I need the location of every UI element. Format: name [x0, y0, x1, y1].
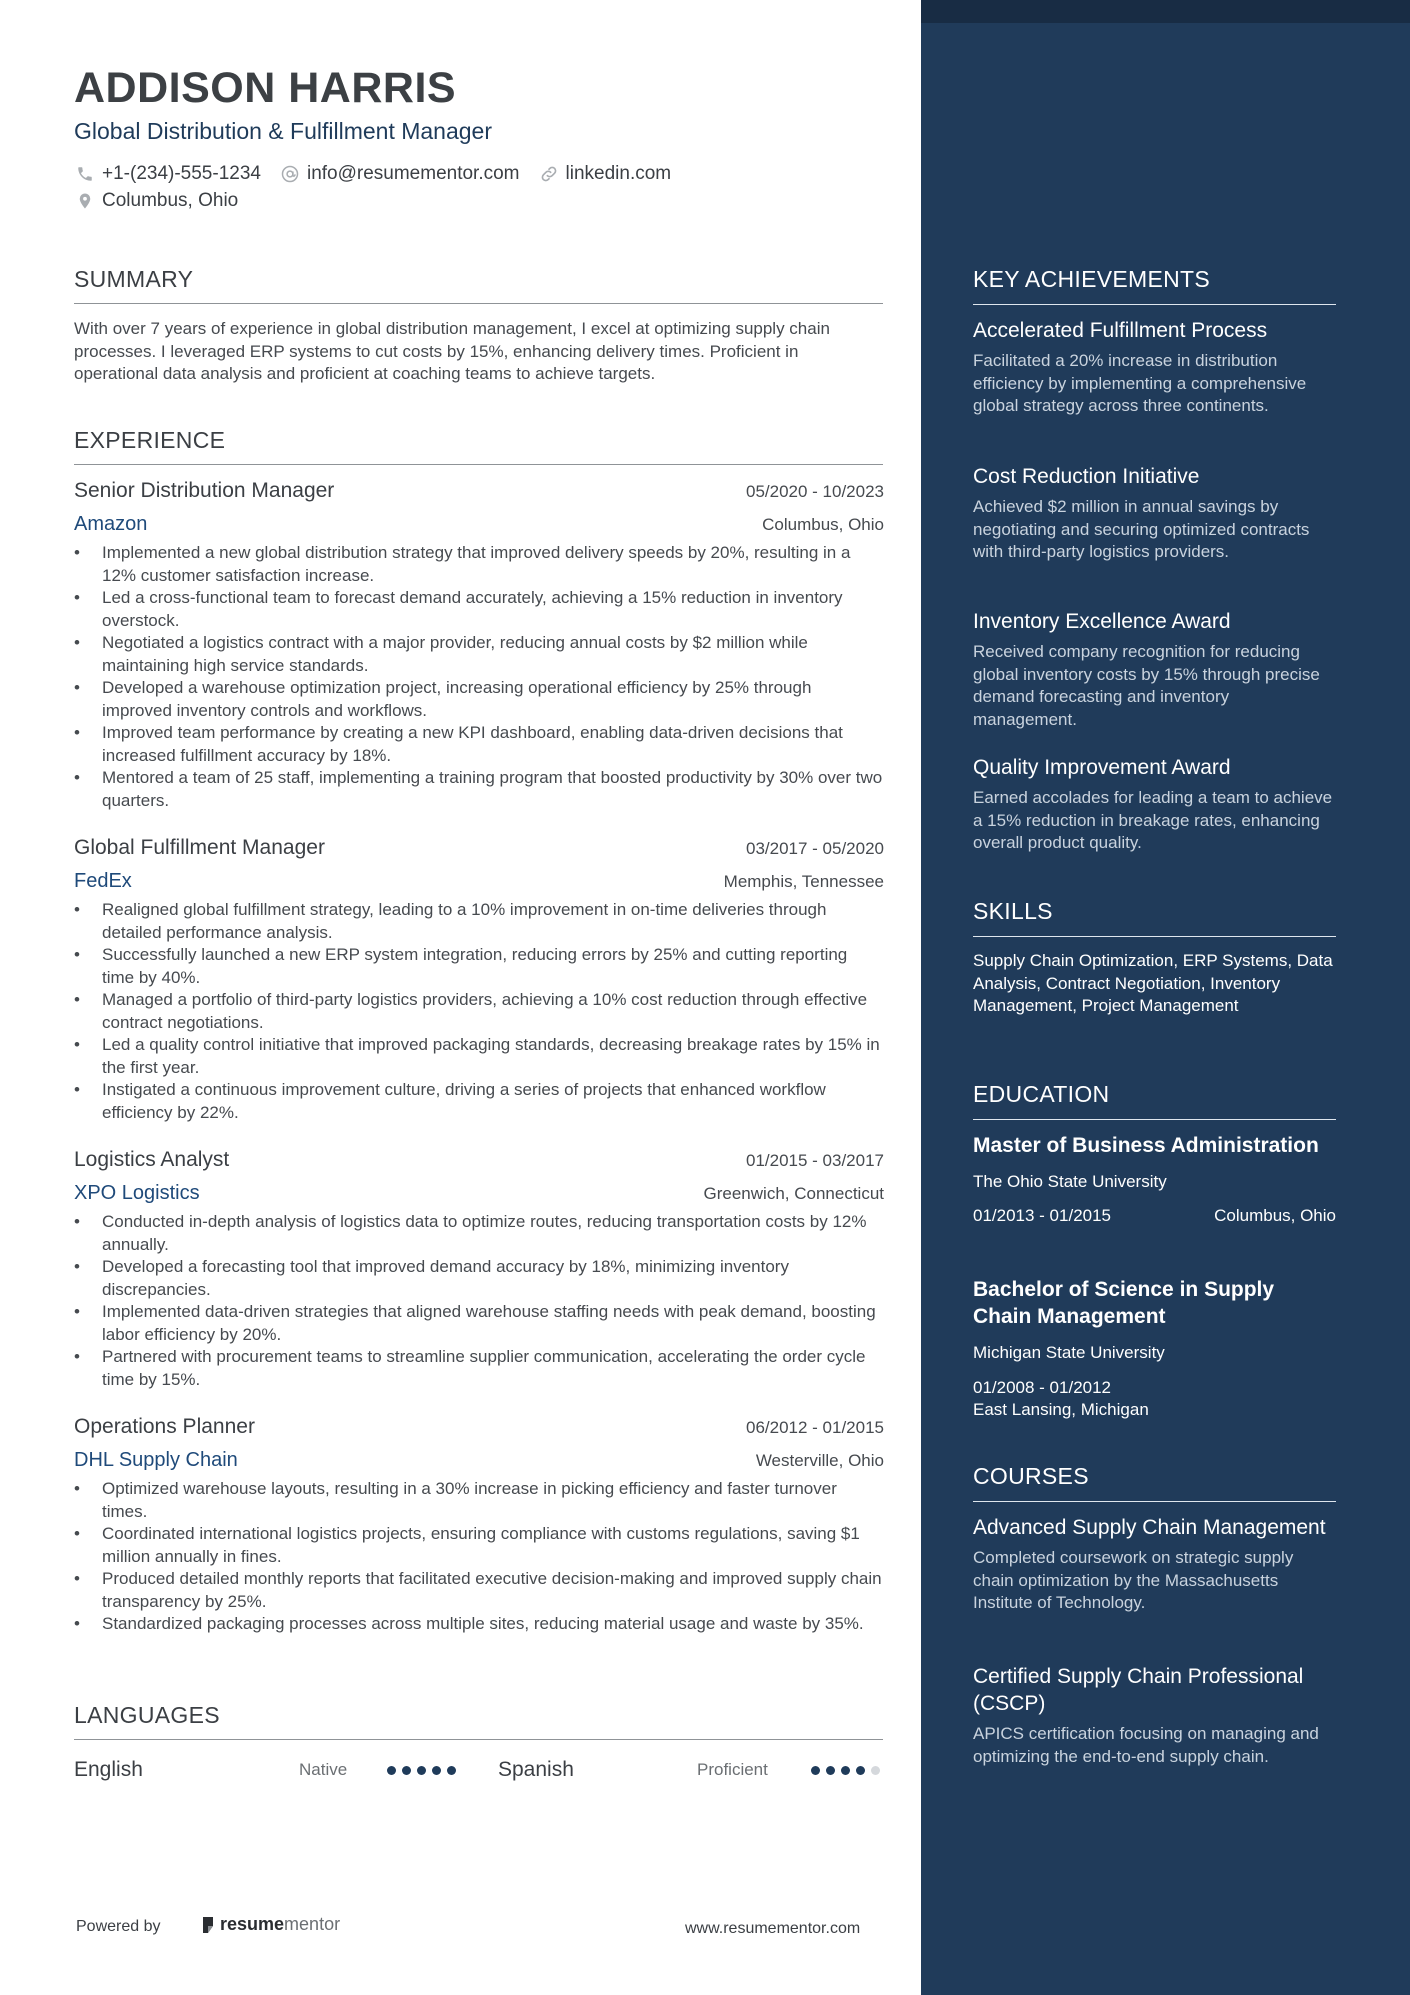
- job-entry: [74, 1148, 884, 1391]
- job-bullet: • Led a cross-functional team to forecast demand accurately, achieving a 15% reduction in inventory overstock.: [74, 587, 884, 632]
- job-bullet: • Conducted in-depth analysis of logistics data to optimize routes, reducing transportation costs by 12% annually.: [74, 1211, 884, 1256]
- job-bullets: [74, 899, 884, 1124]
- summary-heading: SUMMARY: [74, 266, 883, 304]
- job-bullet: • Implemented data-driven strategies that aligned warehouse staffing needs with peak demand, boosting labor efficiency by 20%.: [74, 1301, 884, 1346]
- job-location: Columbus, Ohio: [762, 515, 884, 534]
- job-bullet: • Managed a portfolio of third-party logistics providers, achieving a 10% cost reduction through effective contract negotiations.: [74, 989, 884, 1034]
- languages-list: [74, 1755, 884, 1785]
- job-bullet: • Implemented a new global distribution strategy that improved delivery speeds by 20%, resulting in a 12% customer satisfaction increase.: [74, 542, 884, 587]
- contact-info: [74, 160, 894, 214]
- job-bullet: • Led a quality control initiative that improved packaging standards, decreasing breakage rates by 15% in the first year.: [74, 1034, 884, 1079]
- language-name: Spanish: [498, 1758, 574, 1781]
- rating-dots: [387, 1766, 456, 1775]
- course-title: Advanced Supply Chain Management: [973, 1516, 1326, 1539]
- candidate-name: ADDISON HARRIS: [74, 64, 457, 112]
- achievement-desc: Facilitated a 20% increase in distribution efficiency by implementing a comprehensive global strategy across three continents.: [973, 351, 1307, 415]
- achievement-item: [973, 463, 1336, 564]
- contact-location: [74, 190, 238, 212]
- location-text: Columbus, Ohio: [102, 189, 239, 211]
- course-desc: Completed coursework on strategic supply chain optimization by the Massachusetts Institute of Technology.: [973, 1548, 1294, 1612]
- phone-text: +1-(234)-555-1234: [102, 162, 261, 184]
- job-dates: 01/2015 - 03/2017: [745, 1151, 884, 1170]
- job-role: Global Fulfillment Manager: [74, 836, 325, 859]
- rating-dot: [856, 1766, 865, 1775]
- linkedin-text: linkedin.com: [565, 162, 672, 184]
- job-role: Logistics Analyst: [74, 1148, 230, 1171]
- rating-dot: [811, 1766, 820, 1775]
- job-bullets: [74, 1211, 884, 1391]
- achievement-title: Accelerated Fulfillment Process: [973, 319, 1268, 342]
- job-bullet: • Developed a forecasting tool that improved demand accuracy by 18%, minimizing inventory discrepancies.: [74, 1256, 884, 1301]
- achievements-heading: KEY ACHIEVEMENTS: [973, 266, 1336, 305]
- language-rating: [387, 1755, 456, 1785]
- job-entry: [74, 479, 884, 812]
- job-company: DHL Supply Chain: [74, 1449, 238, 1471]
- job-bullet: • Mentored a team of 25 staff, implementing a training program that boosted productivity by 30% over two quarters.: [74, 767, 884, 812]
- language-level: Proficient: [697, 1760, 768, 1779]
- education-item: [973, 1132, 1336, 1226]
- job-bullet: • Successfully launched a new ERP system integration, reducing errors by 25% and cutting reporting time by 40%.: [74, 944, 884, 989]
- job-bullet: • Negotiated a logistics contract with a major provider, reducing annual costs by $2 million while maintaining high service standards.: [74, 632, 884, 677]
- rating-dot: [417, 1766, 426, 1775]
- email-text: info@resumementor.com: [306, 162, 520, 184]
- education-location: Columbus, Ohio: [1214, 1205, 1336, 1225]
- job-bullet: • Developed a warehouse optimization project, increasing operational efficiency by 25% through improved inventory controls and workflows.: [74, 677, 884, 722]
- rating-dot: [826, 1766, 835, 1775]
- contact-phone[interactable]: [74, 163, 261, 185]
- job-bullet: • Coordinated international logistics projects, ensuring compliance with customs regulations, saving $1 million annually in fines.: [74, 1523, 884, 1568]
- rating-dot: [871, 1766, 880, 1775]
- language-level: Native: [299, 1760, 348, 1779]
- language-rating: [811, 1755, 880, 1785]
- job-bullet: • Partnered with procurement teams to streamline supplier communication, accelerating the order cycle time by 15%.: [74, 1346, 884, 1391]
- contact-linkedin[interactable]: [538, 163, 672, 185]
- skills-text: Supply Chain Optimization, ERP Systems, Data Analysis, Contract Negotiation, Inventory Management, Project Management: [973, 951, 1333, 1015]
- education-location: East Lansing, Michigan: [973, 1400, 1149, 1419]
- achievement-desc: Earned accolades for leading a team to achieve a 15% reduction in breakage rates, enhancing overall product quality.: [973, 788, 1333, 852]
- job-bullet: • Standardized packaging processes across multiple sites, reducing material usage and waste by 35%.: [74, 1613, 884, 1636]
- job-company: Amazon: [74, 513, 148, 535]
- language-name: English: [74, 1758, 143, 1781]
- job-company: FedEx: [74, 870, 132, 892]
- education-school: Michigan State University: [973, 1343, 1165, 1362]
- job-company: XPO Logistics: [74, 1182, 200, 1204]
- brand-logo[interactable]: [200, 1914, 340, 1935]
- education-dates: 01/2013 - 01/2015: [973, 1205, 1112, 1225]
- rating-dot: [432, 1766, 441, 1775]
- brand-name-b: mentor: [284, 1914, 341, 1934]
- link-icon: [538, 163, 560, 185]
- sidebar-topbar: [921, 0, 1410, 23]
- job-dates: 05/2020 - 10/2023: [745, 482, 884, 501]
- rating-dot: [387, 1766, 396, 1775]
- job-location: Westerville, Ohio: [755, 1451, 884, 1470]
- summary-text: With over 7 years of experience in global distribution management, I excel at optimizing supply chain processes. I leveraged ERP systems to cut costs by 15%, enhancing delivery times. Proficient in operational data analysis and proficient at coaching teams to achieve targets.: [74, 319, 830, 383]
- achievement-desc: Achieved $2 million in annual savings by negotiating and securing optimized contracts with third-party logistics providers.: [973, 497, 1310, 561]
- job-role: Senior Distribution Manager: [74, 479, 335, 502]
- achievement-item: [973, 608, 1336, 731]
- experience-heading: EXPERIENCE: [74, 427, 883, 465]
- rating-dot: [447, 1766, 456, 1775]
- powered-by: Powered by: [76, 1918, 161, 1935]
- language-item: [74, 1755, 143, 1785]
- language-item: [498, 1755, 574, 1785]
- achievement-title: Quality Improvement Award: [973, 756, 1231, 779]
- education-degree: Master of Business Administration: [973, 1134, 1319, 1157]
- education-school: The Ohio State University: [973, 1172, 1167, 1191]
- language-level-wrap: [697, 1755, 768, 1785]
- job-dates: 06/2012 - 01/2015: [745, 1418, 884, 1437]
- achievement-item: [973, 317, 1336, 418]
- job-bullets: [74, 1478, 884, 1636]
- job-bullet: • Realigned global fulfillment strategy, leading to a 10% improvement in on-time deliveries through detailed performance analysis.: [74, 899, 884, 944]
- achievement-item: [973, 754, 1336, 855]
- achievement-title: Cost Reduction Initiative: [973, 465, 1200, 488]
- brand-mark-icon: [200, 1916, 216, 1934]
- job-bullet: • Optimized warehouse layouts, resulting in a 30% increase in picking efficiency and faster turnover times.: [74, 1478, 884, 1523]
- job-location: Memphis, Tennessee: [723, 872, 884, 891]
- education-dates: 01/2008 - 01/2012: [973, 1377, 1112, 1397]
- job-bullet: • Produced detailed monthly reports that facilitated executive decision-making and improved supply chain transparency by 25%.: [74, 1568, 884, 1613]
- achievement-desc: Received company recognition for reducing global inventory costs by 15% through precise demand forecasting and inventory management.: [973, 642, 1320, 729]
- phone-icon: [74, 163, 96, 185]
- education-item: [973, 1276, 1336, 1422]
- brand-name-a: resume: [220, 1914, 285, 1934]
- job-bullets: [74, 542, 884, 812]
- course-desc: APICS certification focusing on managing and optimizing the end-to-end supply chain.: [973, 1724, 1319, 1766]
- achievement-title: Inventory Excellence Award: [973, 610, 1231, 633]
- candidate-title: Global Distribution & Fulfillment Manager: [74, 118, 493, 144]
- course-item: [973, 1663, 1336, 1768]
- rating-dot: [841, 1766, 850, 1775]
- course-title: Certified Supply Chain Professional (CSCP): [973, 1665, 1304, 1715]
- job-location: Greenwich, Connecticut: [703, 1184, 884, 1203]
- job-entry: [74, 1415, 884, 1636]
- job-entry: [74, 836, 884, 1124]
- rating-dot: [402, 1766, 411, 1775]
- location-pin-icon: [74, 190, 96, 212]
- footer-url[interactable]: www.resumementor.com: [685, 1920, 861, 1937]
- at-icon: [279, 163, 301, 185]
- contact-email[interactable]: [279, 163, 520, 185]
- courses-heading: COURSES: [973, 1463, 1336, 1502]
- job-bullet: • Improved team performance by creating a new KPI dashboard, enabling data-driven decisions that increased fulfillment accuracy by 18%.: [74, 722, 884, 767]
- languages-heading: LANGUAGES: [74, 1702, 883, 1740]
- rating-dots: [811, 1766, 880, 1775]
- job-bullet: • Instigated a continuous improvement culture, driving a series of projects that enhanced workflow efficiency by 22%.: [74, 1079, 884, 1124]
- language-level-wrap: [299, 1755, 347, 1785]
- skills-heading: SKILLS: [973, 898, 1336, 937]
- education-degree: Bachelor of Science in Supply Chain Management: [973, 1278, 1275, 1328]
- job-dates: 03/2017 - 05/2020: [745, 839, 884, 858]
- course-item: [973, 1514, 1336, 1615]
- job-role: Operations Planner: [74, 1415, 255, 1438]
- education-meta: [973, 1206, 1336, 1226]
- education-heading: EDUCATION: [973, 1081, 1336, 1120]
